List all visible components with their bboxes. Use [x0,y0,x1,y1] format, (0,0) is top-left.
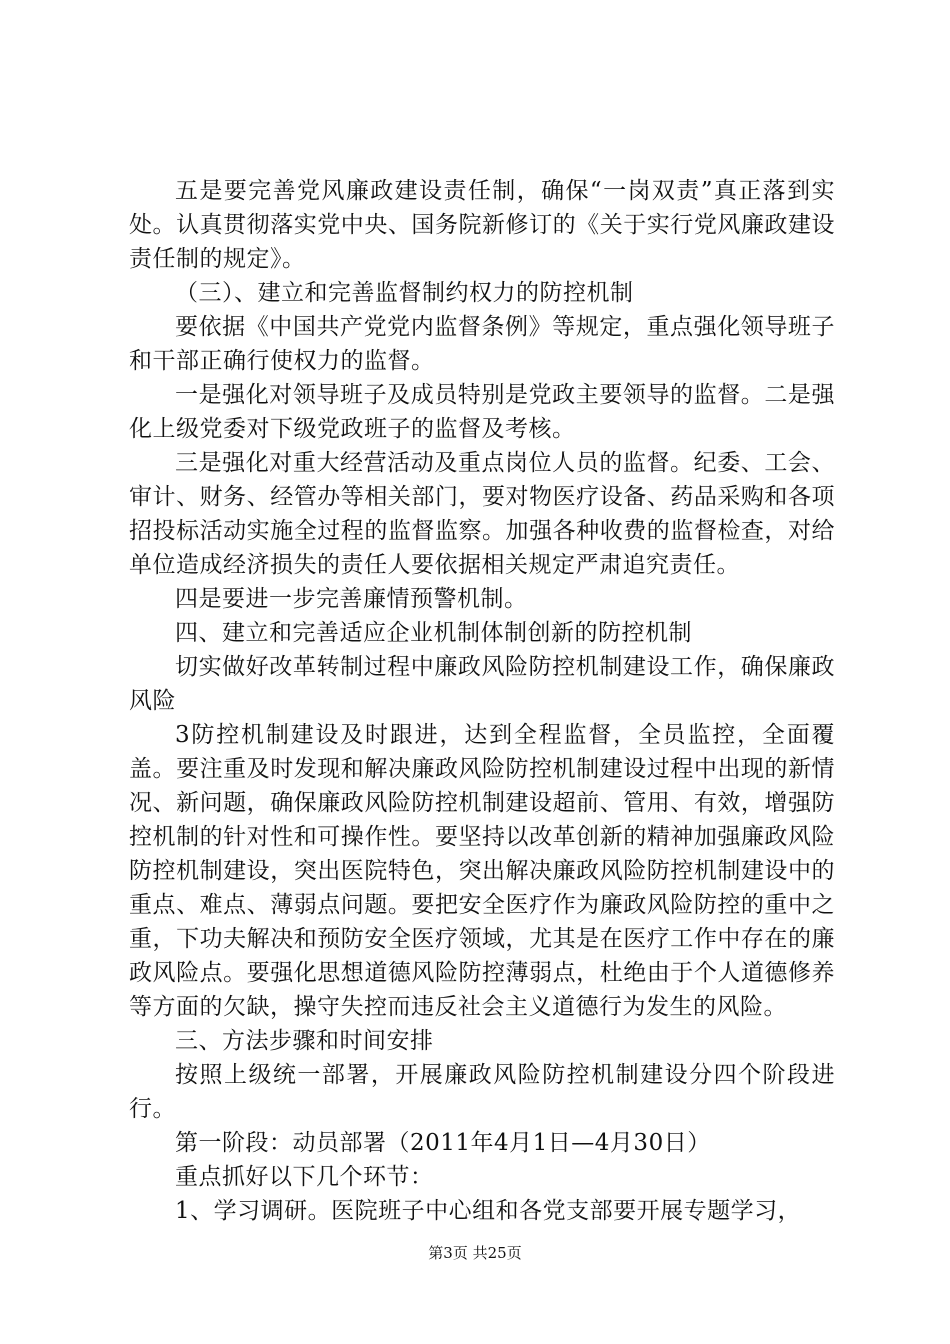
page-number-footer: 第3页 共25页 [428,1244,522,1262]
paragraph: 3防控机制建设及时跟进，达到全程监督，全员监控，全面覆盖。要注重及时发现和解决廉政风险防控机制建设过程中出现的新情况、新问题，确保廉政风险防控机制建设超前、管用、有效，增强防控机制的针对性和可操作性。要坚持以改革创新的精神加强廉政风险防控机制建设，突出医院特色，突出解决廉政风险防控机制建设中的重点、难点、薄弱点问题。要把安全医疗作为廉政风险防控的重中之重，下功夫解决和预防安全医疗领域，尤其是在医疗工作中存在的廉政风险点。要强化思想道德风险防控薄弱点，杜绝由于个人道德修养等方面的欠缺，操守失控而违反社会主义道德行为发生的风险。 [129,722,835,1020]
document-body [129,174,835,1228]
paragraph: 三是强化对重大经营活动及重点岗位人员的监督。纪委、工会、审计、财务、经管办等相关部门，要对物医疗设备、药品采购和各项招投标活动实施全过程的监督监察。加强各种收费的监督检查，对给单位造成经济损失的责任人要依据相关规定严肃追究责任。 [129,450,835,578]
section-heading: （三）、建立和完善监督制约权力的防控机制 [175,280,634,306]
section-heading: 四、建立和完善适应企业机制体制创新的防控机制 [175,620,692,646]
paragraph: 重点抓好以下几个环节： [175,1164,434,1190]
paragraph: 五是要完善党风廉政建设责任制，确保“一岗双责”真正落到实处。认真贯彻落实党中央、国务院新修订的《关于实行党风廉政建设责任制的规定》。 [129,178,835,272]
section-heading: 三、方法步骤和时间安排 [175,1028,434,1054]
paragraph: 要依据《中国共产党党内监督条例》等规定，重点强化领导班子和干部正确行使权力的监督。 [129,314,835,374]
paragraph: 切实做好改革转制过程中廉政风险防控机制建设工作，确保廉政风险 [129,654,835,714]
paragraph: 一是强化对领导班子及成员特别是党政主要领导的监督。二是强化上级党委对下级党政班子的监督及考核。 [129,382,835,442]
paragraph: 1、学习调研。医院班子中心组和各党支部要开展专题学习， [175,1198,802,1224]
paragraph: 四是要进一步完善廉情预警机制。 [175,586,528,612]
phase-heading: 第一阶段：动员部署（2011年4月1日—4月30日） [175,1130,711,1156]
paragraph: 按照上级统一部署，开展廉政风险防控机制建设分四个阶段进行。 [129,1062,835,1122]
